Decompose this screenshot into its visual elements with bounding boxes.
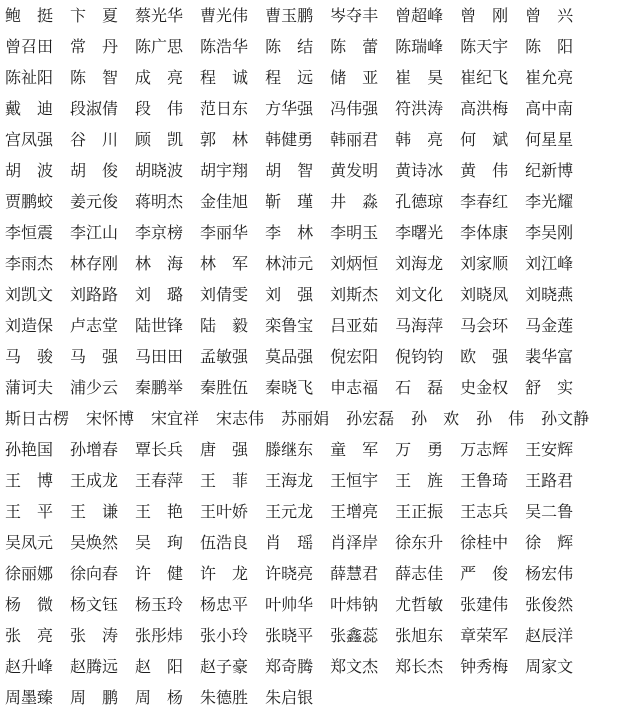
- name-row: [5, 497, 644, 528]
- name-item: 王增亮: [330, 504, 379, 521]
- name-item: 徐 辉: [525, 535, 574, 552]
- name-list: [5, 1, 644, 714]
- name-item: 赵 阳: [135, 659, 184, 676]
- name-item: 钟秀梅: [460, 659, 509, 676]
- name-item: 斯日古楞: [5, 411, 70, 428]
- name-item: 李体康: [460, 225, 509, 242]
- name-item: 倪宏阳: [330, 349, 379, 366]
- name-item: 张晓平: [265, 628, 314, 645]
- name-item: 王恒宇: [330, 473, 379, 490]
- name-item: 秦晓飞: [265, 380, 314, 397]
- name-item: 郭 林: [200, 132, 249, 149]
- name-item: 王 博: [5, 473, 54, 490]
- name-item: 符洪涛: [395, 101, 444, 118]
- name-item: 陈 结: [265, 39, 314, 56]
- name-item: 孙 伟: [476, 411, 525, 428]
- name-item: 王 菲: [200, 473, 249, 490]
- name-item: 郑文杰: [330, 659, 379, 676]
- name-item: 陈 阳: [525, 39, 574, 56]
- name-item: 李 林: [265, 225, 314, 242]
- name-item: 栾鲁宝: [265, 318, 314, 335]
- name-item: 贾鹏蛟: [5, 194, 54, 211]
- name-item: 许 健: [135, 566, 184, 583]
- name-item: 赵辰洋: [525, 628, 574, 645]
- name-item: 张俊然: [525, 597, 574, 614]
- name-item: 李曙光: [395, 225, 444, 242]
- name-item: 王元龙: [265, 504, 314, 521]
- name-item: 莫品强: [265, 349, 314, 366]
- name-item: 靳 瑾: [265, 194, 314, 211]
- name-item: 徐桂中: [460, 535, 509, 552]
- name-item: 李吴刚: [525, 225, 574, 242]
- name-item: 程 远: [265, 70, 314, 87]
- name-item: 胡宇翔: [200, 163, 249, 180]
- name-item: 杨文钰: [70, 597, 119, 614]
- name-row: [5, 559, 644, 590]
- name-item: 马金莲: [525, 318, 574, 335]
- name-item: 高中南: [525, 101, 574, 118]
- name-row: [5, 590, 644, 621]
- name-item: 陈 蕾: [330, 39, 379, 56]
- name-item: 段淑倩: [70, 101, 119, 118]
- name-item: 刘 璐: [135, 287, 184, 304]
- name-item: 周墨臻: [5, 690, 54, 707]
- name-item: 欧 强: [460, 349, 509, 366]
- name-item: 秦鹏举: [135, 380, 184, 397]
- name-item: 张 亮: [5, 628, 54, 645]
- name-item: 郑长杰: [395, 659, 444, 676]
- name-item: 严 俊: [460, 566, 509, 583]
- name-item: 王志兵: [460, 504, 509, 521]
- name-item: 蒋明杰: [135, 194, 184, 211]
- name-item: 刘晓凤: [460, 287, 509, 304]
- name-item: 韩丽君: [330, 132, 379, 149]
- name-item: 刘斯杰: [330, 287, 379, 304]
- name-item: 金佳旭: [200, 194, 249, 211]
- name-item: 黄发明: [330, 163, 379, 180]
- name-item: 胡 智: [265, 163, 314, 180]
- name-item: 滕继东: [265, 442, 314, 459]
- name-item: 孟敏强: [200, 349, 249, 366]
- name-row: [5, 466, 644, 497]
- name-item: 林沛元: [265, 256, 314, 273]
- name-item: 童 军: [330, 442, 379, 459]
- name-item: 刘江峰: [525, 256, 574, 273]
- name-item: 宋志伟: [216, 411, 265, 428]
- name-item: 吴二鲁: [525, 504, 574, 521]
- name-row: [5, 125, 644, 156]
- name-item: 周 鹏: [70, 690, 119, 707]
- name-item: 刘文化: [395, 287, 444, 304]
- name-item: 卢志堂: [70, 318, 119, 335]
- name-row: [5, 683, 644, 714]
- name-item: 赵子豪: [200, 659, 249, 676]
- name-row: [5, 63, 644, 94]
- name-item: 杨宏伟: [525, 566, 574, 583]
- name-item: 刘海龙: [395, 256, 444, 273]
- name-item: 王路君: [525, 473, 574, 490]
- name-item: 史金权: [460, 380, 509, 397]
- name-item: 纪新博: [525, 163, 574, 180]
- name-item: 陈 智: [70, 70, 119, 87]
- name-item: 李春红: [460, 194, 509, 211]
- name-item: 李明玉: [330, 225, 379, 242]
- name-item: 孙宏磊: [346, 411, 395, 428]
- name-item: 陆 毅: [200, 318, 249, 335]
- name-item: 苏丽娟: [281, 411, 330, 428]
- name-item: 杨忠平: [200, 597, 249, 614]
- name-item: 马海萍: [395, 318, 444, 335]
- name-item: 井 淼: [330, 194, 379, 211]
- name-item: 马 强: [70, 349, 119, 366]
- name-item: 陈瑞峰: [395, 39, 444, 56]
- name-item: 成 亮: [135, 70, 184, 87]
- name-item: 陈祉阳: [5, 70, 54, 87]
- name-item: 刘家顺: [460, 256, 509, 273]
- name-item: 徐东升: [395, 535, 444, 552]
- name-row: [5, 1, 644, 32]
- name-row: [5, 249, 644, 280]
- name-item: 林 军: [200, 256, 249, 273]
- name-item: 王叶娇: [200, 504, 249, 521]
- name-item: 崔纪飞: [460, 70, 509, 87]
- name-item: 叶炜钠: [330, 597, 379, 614]
- name-row: [5, 218, 644, 249]
- name-item: 章荣军: [460, 628, 509, 645]
- name-row: [5, 404, 644, 435]
- name-item: 吴 珣: [135, 535, 184, 552]
- name-item: 程 诚: [200, 70, 249, 87]
- name-item: 曾召田: [5, 39, 54, 56]
- name-item: 何星星: [525, 132, 574, 149]
- name-item: 张鑫蕊: [330, 628, 379, 645]
- name-item: 刘凯文: [5, 287, 54, 304]
- name-item: 万志辉: [460, 442, 509, 459]
- name-row: [5, 187, 644, 218]
- name-item: 范日东: [200, 101, 249, 118]
- name-item: 徐向春: [70, 566, 119, 583]
- name-item: 王 旌: [395, 473, 444, 490]
- name-item: 李光耀: [525, 194, 574, 211]
- name-item: 宫凤强: [5, 132, 54, 149]
- name-item: 高洪梅: [460, 101, 509, 118]
- name-item: 李丽华: [200, 225, 249, 242]
- name-row: [5, 32, 644, 63]
- name-item: 刘炳恒: [330, 256, 379, 273]
- name-item: 黄 伟: [460, 163, 509, 180]
- name-item: 曹玉鹏: [265, 8, 314, 25]
- name-item: 蔡光华: [135, 8, 184, 25]
- name-item: 刘晓燕: [525, 287, 574, 304]
- name-item: 宋怀博: [86, 411, 135, 428]
- name-item: 陆世锋: [135, 318, 184, 335]
- name-item: 张建伟: [460, 597, 509, 614]
- name-row: [5, 280, 644, 311]
- name-item: 裴华富: [525, 349, 574, 366]
- name-item: 卞 夏: [70, 8, 119, 25]
- name-item: 曾 兴: [525, 8, 574, 25]
- name-item: 朱德胜: [200, 690, 249, 707]
- name-item: 姜元俊: [70, 194, 119, 211]
- name-item: 王海龙: [265, 473, 314, 490]
- name-item: 伍浩良: [200, 535, 249, 552]
- name-item: 唐 强: [200, 442, 249, 459]
- name-item: 谷 川: [70, 132, 119, 149]
- name-item: 马田田: [135, 349, 184, 366]
- name-item: 肖泽岸: [330, 535, 379, 552]
- name-item: 蒲诃夫: [5, 380, 54, 397]
- name-item: 韩 亮: [395, 132, 444, 149]
- name-item: 王成龙: [70, 473, 119, 490]
- name-item: 周 杨: [135, 690, 184, 707]
- name-item: 王春萍: [135, 473, 184, 490]
- name-item: 李京榜: [135, 225, 184, 242]
- name-item: 薛志佳: [395, 566, 444, 583]
- name-item: 舒 实: [525, 380, 574, 397]
- name-item: 王安辉: [525, 442, 574, 459]
- name-row: [5, 373, 644, 404]
- name-item: 赵腾远: [70, 659, 119, 676]
- name-row: [5, 156, 644, 187]
- name-row: [5, 311, 644, 342]
- name-row: [5, 435, 644, 466]
- name-item: 冯伟强: [330, 101, 379, 118]
- name-item: 岑夺丰: [330, 8, 379, 25]
- name-item: 赵升峰: [5, 659, 54, 676]
- name-item: 孔德琼: [395, 194, 444, 211]
- name-item: 张 涛: [70, 628, 119, 645]
- name-item: 黄诗冰: [395, 163, 444, 180]
- name-item: 石 磊: [395, 380, 444, 397]
- name-item: 常 丹: [70, 39, 119, 56]
- name-item: 王鲁琦: [460, 473, 509, 490]
- name-item: 王 平: [5, 504, 54, 521]
- name-row: [5, 528, 644, 559]
- name-item: 浦少云: [70, 380, 119, 397]
- name-item: 曾超峰: [395, 8, 444, 25]
- name-item: 何 斌: [460, 132, 509, 149]
- name-item: 杨玉玲: [135, 597, 184, 614]
- name-item: 杨 微: [5, 597, 54, 614]
- name-item: 周家文: [525, 659, 574, 676]
- name-item: 胡晓波: [135, 163, 184, 180]
- name-item: 储 亚: [330, 70, 379, 87]
- name-item: 张旭东: [395, 628, 444, 645]
- name-item: 崔允亮: [525, 70, 574, 87]
- name-item: 万 勇: [395, 442, 444, 459]
- name-item: 宋宜祥: [151, 411, 200, 428]
- name-item: 吴凤元: [5, 535, 54, 552]
- name-row: [5, 342, 644, 373]
- name-item: 崔 昊: [395, 70, 444, 87]
- name-row: [5, 621, 644, 652]
- name-item: 段 伟: [135, 101, 184, 118]
- name-item: 顾 凯: [135, 132, 184, 149]
- name-item: 倪钧钧: [395, 349, 444, 366]
- name-item: 刘倩雯: [200, 287, 249, 304]
- name-item: 王 艳: [135, 504, 184, 521]
- name-item: 肖 瑶: [265, 535, 314, 552]
- name-item: 李江山: [70, 225, 119, 242]
- name-item: 朱启银: [265, 690, 314, 707]
- name-item: 李恒震: [5, 225, 54, 242]
- name-item: 尤哲敏: [395, 597, 444, 614]
- name-item: 陈浩华: [200, 39, 249, 56]
- name-item: 郑奇腾: [265, 659, 314, 676]
- name-item: 孙艳国: [5, 442, 54, 459]
- name-item: 王 谦: [70, 504, 119, 521]
- name-item: 张彤炜: [135, 628, 184, 645]
- name-item: 覃长兵: [135, 442, 184, 459]
- name-item: 胡 波: [5, 163, 54, 180]
- name-row: [5, 652, 644, 683]
- name-item: 刘 强: [265, 287, 314, 304]
- name-item: 马会环: [460, 318, 509, 335]
- name-item: 陈天宇: [460, 39, 509, 56]
- name-item: 戴 迪: [5, 101, 54, 118]
- name-item: 林 海: [135, 256, 184, 273]
- name-item: 叶帅华: [265, 597, 314, 614]
- name-item: 鲍 挺: [5, 8, 54, 25]
- name-item: 吴焕然: [70, 535, 119, 552]
- name-item: 韩健勇: [265, 132, 314, 149]
- name-item: 李雨杰: [5, 256, 54, 273]
- name-item: 许晓亮: [265, 566, 314, 583]
- name-item: 申志福: [330, 380, 379, 397]
- name-item: 秦胜伍: [200, 380, 249, 397]
- name-item: 林存刚: [70, 256, 119, 273]
- name-item: 孙 欢: [411, 411, 460, 428]
- name-row: [5, 94, 644, 125]
- name-item: 胡 俊: [70, 163, 119, 180]
- name-item: 孙增春: [70, 442, 119, 459]
- name-item: 张小玲: [200, 628, 249, 645]
- name-item: 曹光伟: [200, 8, 249, 25]
- name-item: 薛慧君: [330, 566, 379, 583]
- name-item: 王正振: [395, 504, 444, 521]
- name-item: 曾 刚: [460, 8, 509, 25]
- name-item: 孙文静: [541, 411, 590, 428]
- name-item: 徐丽娜: [5, 566, 54, 583]
- name-item: 方华强: [265, 101, 314, 118]
- name-item: 许 龙: [200, 566, 249, 583]
- name-item: 吕亚茹: [330, 318, 379, 335]
- name-item: 马 骏: [5, 349, 54, 366]
- name-item: 陈广思: [135, 39, 184, 56]
- name-item: 刘路路: [70, 287, 119, 304]
- name-item: 刘造保: [5, 318, 54, 335]
